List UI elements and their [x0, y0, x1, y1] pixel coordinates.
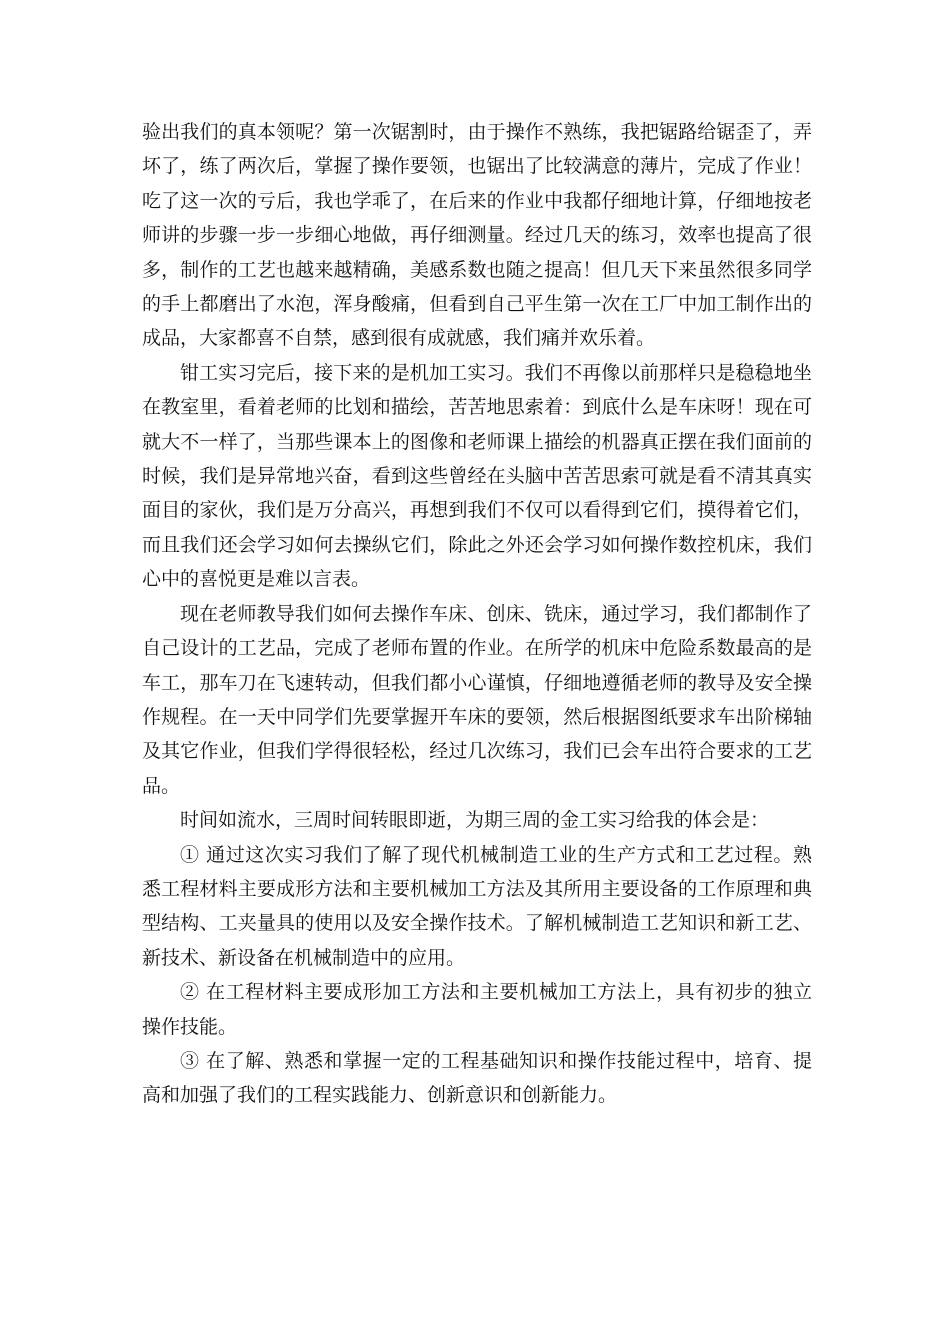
paragraph-point-3: ③ 在了解、熟悉和掌握一定的工程基础知识和操作技能过程中，培育、提高和加强了我们的工程实践能力、创新意识和创新能力。 [142, 1049, 812, 1107]
paragraph-sawing-practice: 验出我们的真本领呢？第一次锯割时，由于操作不熟练，我把锯路给锯歪了，弄坏了，练了两次后，掌握了操作要领，也锯出了比较满意的薄片，完成了作业！ 吃了这一次的亏后，我也学乖了，在后来的作业中我都仔细地计算，仔细地按老师讲的步骤一步一步细心地做，再仔细测量。经过几天的练习，效率也提高了很多，制作的工艺也越来越精确，美感系数也随之提高！但几天下来虽然很多同学的手上都磨出了水泡，浑身酸痛，但看到自己平生第一次在工厂中加工制作出的成品，大家都喜不自禁，感到很有成就感，我们痛并欢乐着。 [142, 121, 812, 350]
paragraph-machining-intro: 钳工实习完后，接下来的是机加工实习。我们不再像以前那样只是稳稳地坐在教室里，看着老师的比划和描绘，苦苦地思索着：到底什么是车床呀！现在可就大不一样了，当那些课本上的图像和老师课上描绘的机器真正摆在我们面前的时候，我们是异常地兴奋，看到这些曾经在头脑中苦苦思索可就是看不清其真实面目的家伙，我们是万分高兴，再想到我们不仅可以看得到它们，摸得着它们，而且我们还会学习如何去操纵它们，除此之外还会学习如何操作数控机床，我们心中的喜悦更是难以言表。 [142, 361, 812, 591]
paragraph-summary-intro: 时间如流水，三周时间转眼即逝，为期三周的金工实习给我的体会是： [180, 809, 770, 832]
document-body [142, 115, 812, 1113]
paragraph-point-2: ② 在工程材料主要成形加工方法和主要机械加工方法上，具有初步的独立操作技能。 [142, 981, 812, 1038]
paragraph-lathe-operation: 现在老师教导我们如何去操作车床、创床、铣床，通过学习，我们都制作了自己设计的工艺品，完成了老师布置的作业。在所学的机床中危险系数最高的是车工，那车刀在飞速转动，但我们都小心谨慎，仔细地遵循老师的教导及安全操作规程。在一天中同学们先要掌握开车床的要领，然后根据图纸要求车出阶梯轴及其它作业，但我们学得很轻松，经过几次练习，我们已会车出符合要求的工艺品。 [142, 602, 812, 797]
paragraph-point-1: ① 通过这次实习我们了解了现代机械制造工业的生产方式和工艺过程。熟悉工程材料主要成形方法和主要机械加工方法及其所用主要设备的工作原理和典型结构、工夹量具的使用以及安全操作技术。了解机械制造工艺知识和新工艺、新技术、新设备在机械制造中的应用。 [142, 843, 812, 969]
